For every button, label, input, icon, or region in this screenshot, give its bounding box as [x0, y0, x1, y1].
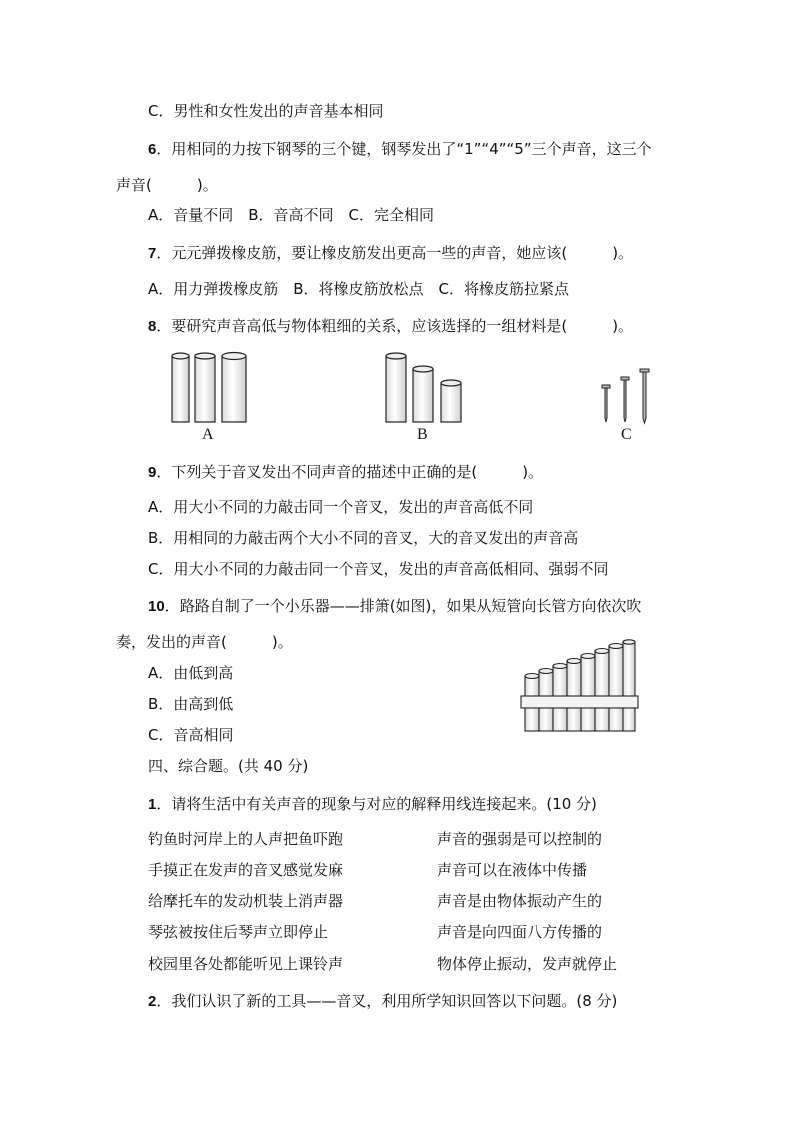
- panpipe-tubes: [525, 640, 635, 731]
- q9-option-c: C．用大小不同的力敲击同一个音叉，发出的声音高低相同、强弱不同: [148, 560, 609, 578]
- q9-number: 9: [148, 464, 157, 481]
- phenomenon-3: 给摩托车的发动机装上消声器: [148, 892, 344, 910]
- phenomenon-2: 手摸正在发声的音叉感觉发麻: [148, 861, 344, 879]
- explanation-3: 声音是由物体振动产生的: [437, 892, 603, 910]
- s4-q1-stem: [148, 794, 597, 815]
- s4-q2-text: ．我们认识了新的工具——音叉，利用所学知识回答以下问题。(8 分): [156, 992, 618, 1010]
- q8-label-a: A: [202, 426, 214, 443]
- q8-label-c: C: [621, 426, 632, 443]
- phenomenon-1: 钓鱼时河岸上的人声把鱼吓跑: [148, 830, 344, 848]
- q10-number: 10: [148, 598, 165, 615]
- q6-stem-line2: 声音( )。: [116, 176, 218, 194]
- q7-options: A．用力弹拨橡皮筋 B．将橡皮筋放松点 C．将橡皮筋拉紧点: [148, 280, 570, 298]
- q8-group-b-tubes: [386, 353, 461, 422]
- q6-options: A．音量不同 B．音高不同 C．完全相同: [148, 206, 435, 224]
- s4-q2-stem: [148, 991, 617, 1012]
- q6-stem-line1: [148, 139, 652, 160]
- q9-stem: [148, 462, 543, 483]
- s4-q1-text: ．请将生活中有关声音的现象与对应的解释用线连接起来。(10 分): [156, 795, 597, 813]
- section4-title: 四、综合题。(共 40 分): [148, 757, 309, 775]
- q8-group-c-nails: [602, 369, 649, 423]
- q8-text: ．要研究声音高低与物体粗细的关系，应该选择的一组材料是( )。: [156, 317, 634, 335]
- q9-option-a: A．用大小不同的力敲击同一个音叉，发出的声音高低不同: [148, 498, 534, 516]
- phenomenon-4: 琴弦被按住后琴声立即停止: [148, 923, 329, 941]
- phenomenon-5: 校园里各处都能听见上课铃声: [148, 955, 344, 973]
- q9-text: ．下列关于音叉发出不同声音的描述中正确的是( )。: [156, 463, 544, 481]
- s4-q2-number: 2: [148, 993, 157, 1010]
- q10-text-line1: ．路路自制了一个小乐器——排箫(如图)，如果从短管向长管方向依次吹: [164, 597, 642, 615]
- q8-figure: [165, 348, 665, 448]
- q8-number: 8: [148, 318, 157, 335]
- q8-group-a-tubes: [172, 353, 246, 423]
- explanation-2: 声音可以在液体中传播: [437, 861, 588, 879]
- q6-number: 6: [148, 141, 157, 158]
- q10-stem-line2: 奏，发出的声音( )。: [116, 633, 293, 651]
- q10-option-a: A．由低到高: [148, 664, 234, 682]
- q7-text: ．元元弹拨橡皮筋，要让橡皮筋发出更高一些的声音，她应该( )。: [156, 244, 634, 262]
- q8-stem: [148, 316, 633, 337]
- explanation-5: 物体停止振动，发声就停止: [437, 955, 618, 973]
- q10-stem-line1: [148, 596, 641, 617]
- q5-option-c: C．男性和女性发出的声音基本相同: [148, 102, 384, 120]
- q8-label-b: B: [417, 426, 428, 443]
- explanation-1: 声音的强弱是可以控制的: [437, 830, 603, 848]
- q7-stem: [148, 243, 633, 264]
- q10-option-b: B．由高到低: [148, 695, 234, 713]
- q9-option-b: B．用相同的力敲击两个大小不同的音叉，大的音叉发出的声音高: [148, 529, 579, 547]
- s4-q1-number: 1: [148, 796, 157, 813]
- q6-text-line1: ．用相同的力按下钢琴的三个键，钢琴发出了“1”“4”“5”三个声音，这三个: [156, 140, 652, 158]
- panpipe-band: [521, 696, 638, 708]
- q10-option-c: C．音高相同: [148, 726, 234, 744]
- q7-number: 7: [148, 245, 157, 262]
- panpipe-figure: [520, 640, 640, 735]
- explanation-4: 声音是向四面八方传播的: [437, 923, 603, 941]
